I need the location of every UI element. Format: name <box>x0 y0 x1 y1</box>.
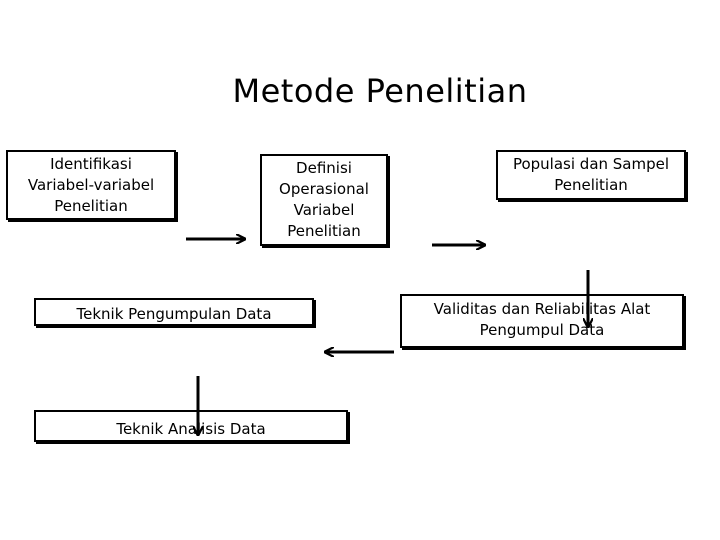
box-populasi-label: Populasi dan Sampel Penelitian <box>512 155 670 194</box>
box-analisis-label: Teknik Analisis Data <box>116 420 266 438</box>
diagram-title: Metode Penelitian <box>232 72 528 110</box>
box-validitas-label: Validitas dan Reliabilitas Alat Pengumpul Data <box>433 300 651 339</box>
box-identifikasi-label: Identifikasi Variabel-variabel Penelitian <box>27 155 155 215</box>
box-pengumpulan-label: Teknik Pengumpulan Data <box>76 305 272 323</box>
box-definisi-label: Definisi Operasional Variabel Penelitian <box>279 159 369 240</box>
